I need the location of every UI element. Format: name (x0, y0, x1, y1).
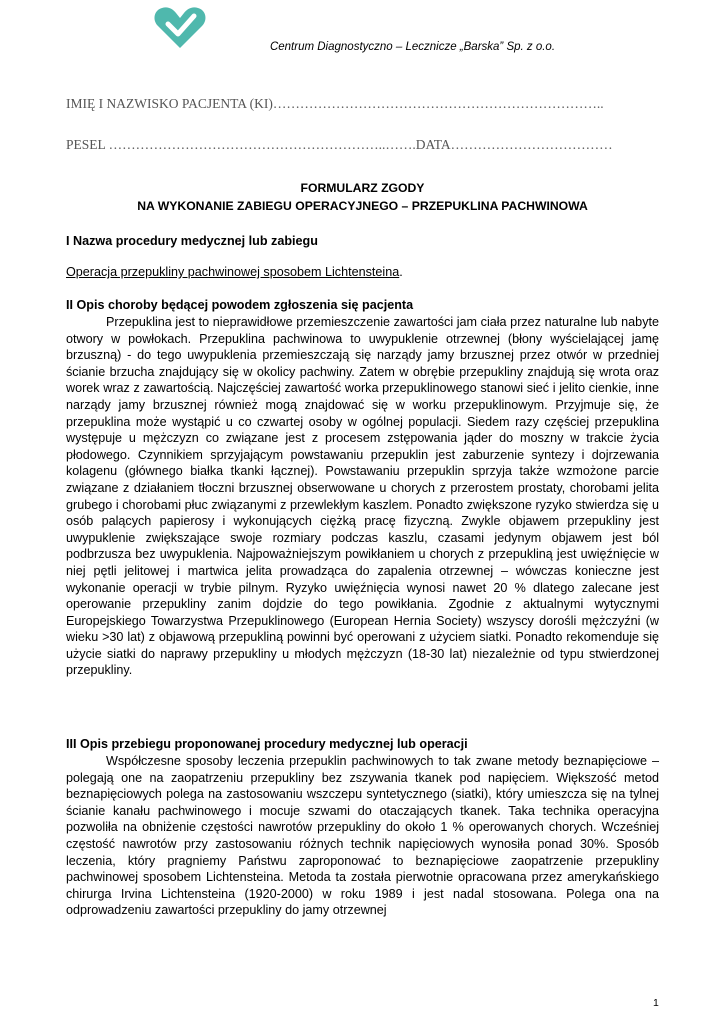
section-1-heading: I Nazwa procedury medycznej lub zabiegu (66, 234, 318, 248)
organization-name: Centrum Diagnostyczno – Lecznicze „Barska” Sp. z o.o. (269, 41, 556, 53)
procedure-name (66, 265, 403, 279)
form-title: FORMULARZ ZGODY (300, 181, 425, 195)
section-3-paragraph: Współczesne sposoby leczenia przepuklin pachwinowych to tak zwane metody beznapięciowe – polegają one na zaopatrzeniu przepukliny bez zszywania tkanek pod napięciem. Większość metod beznapięciowych polega na zastosowaniu wszczepu syntetycznego (siatki), który umieszcza się na tylnej ścianie kanału pachwinowego i mocuje szwami do otaczających tkanek. Taka technika operacyjna pozwoliła na obniżenie częstości nawrotów przepukliny do około 1 % operowanych chorych. Wcześniej częstość nawrotów przy zastosowaniu różnych technik napięciowych wynosiła ponad 30%. Sposób leczenia, który pragniemy Państwu zaproponować to beznapięciowe zaopatrzenie przepukliny pachwinowej sposobem Lichtensteina. Metoda ta została pierwotnie opracowana przez amerykańskiego chirurga Irvina Lichtensteina (1920-2000) w roku 1989 i jest nadal stosowana. Polega ona na odprowadzeniu zawartości przepukliny do jamy otrzewnej (66, 754, 659, 918)
form-subtitle: NA WYKONANIE ZABIEGU OPERACYJNEGO – PRZEPUKLINA PACHWINOWA (137, 199, 588, 213)
pesel-date-field: PESEL ……………………………………………………..…….DATA……………………………… (66, 137, 613, 152)
patient-name-field: IMIĘ I NAZWISKO PACJENTA (KI)……………………………………………………………….. (66, 96, 604, 111)
section-2-paragraph: Przepuklina jest to nieprawidłowe przemieszczenie zawartości jam ciała przez naturalne lub nabyte otwory w powłokach. Przepuklina pachwinowa to uwypuklenie otrzewnej (błony wyścielającej jamę brzuszną) - do tego uwypuklenia przemieszczają się narządy jamy brzusznej przez otwór w przedniej ścianie brzucha znajdujący się w okolicy pachwiny. Zatem w obrębie przepukliny znajdują się wrota oraz worek wraz z zawartością. Najczęściej zawartość worka przepuklinowego stanowi sieć i jelito cienkie, inne narządy jamy brzusznej również mogą znajdować się w worku przepuklinowym. Przyjmuje się, że przepuklina może wystąpić u co czwartej osoby w ogólnej populacji. Siedem razy częściej przepuklina występuje u mężczyzn co związane jest z procesem zstępowania jąder do moszny w trakcie życia płodowego. Czynnikiem sprzyjającym powstawaniu przepuklin jest zaburzenie syntezy i dojrzewania kolagenu (głównego białka tkanki łącznej). Powstawaniu przepuklin sprzyja także wzmożone parcie związane z działaniem tłoczni brzusznej obserwowane u chorych z przerostem prostaty, chorobami jelita grubego i chorobami płuc związanymi z przewlekłym kaszlem. Ponadto zwiększone ryzyko stwierdza się u osób palących papierosy i wykonujących ciężką pracę fizyczną. Zwykle objawem przepukliny jest uwypuklenie zwiększające swoje rozmiary podczas kaszlu, czasami jedynym objawem jest ból podbrzusza bez uwypuklenia. Najpoważniejszym powikłaniem u chorych z przepukliną jest uwięźnięcie w niej pętli jelitowej i martwica jelita prowadząca do zapalenia otrzewnej – wówczas konieczne jest wykonanie operacji w trybie pilnym. Ryzyko uwięźnięcia wynosi nawet 20 % dlatego zalecane jest operowanie przepukliny zanim dojdzie do tego powikłania. Zgodnie z aktualnymi wytycznymi Europejskiego Towarzystwa Przepuklinowego (European Hernia Society) wszyscy dorośli mężczyźni (w wieku >30 lat) z objawową przepukliną powinni być operowani z użyciem siatki. Ponadto rekomenduje się użycie siatki do naprawy przepukliny u młodych mężczyzn (18-30 lat) niezależnie od typu stwierdzonej przepukliny. (66, 315, 659, 678)
page-number: 1 (653, 997, 659, 1009)
procedure-name-text: Operacja przepukliny pachwinowej sposobem Lichtensteina (66, 265, 400, 279)
section-3-heading: III Opis przebiegu proponowanej procedury medycznej lub operacji (66, 737, 468, 751)
procedure-name-period: . (399, 265, 403, 279)
section-2-heading: II Opis choroby będącej powodem zgłoszenia się pacjenta (66, 298, 414, 312)
